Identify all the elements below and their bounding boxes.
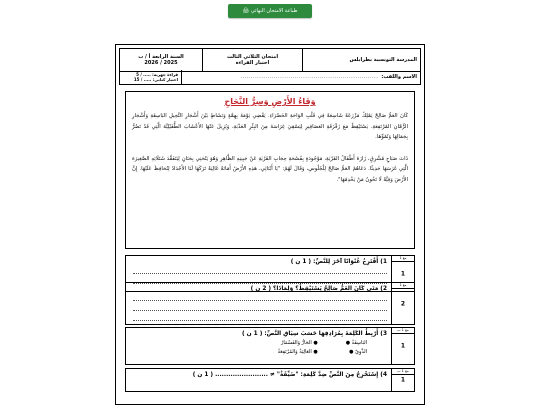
class-year [120,49,202,71]
question-text: 3) أَرْبِطُ الكَلِمَةَ بِمُرَادِفِهَا حَسَبَ سِيَاقِ النَّصِّ: ( 1 ن ) [241,331,387,337]
score-number: 2 [400,300,406,307]
student-bar [119,70,421,85]
student-name-label: الاسم واللقب: [381,74,417,80]
exam-title [202,49,302,71]
question-2 [125,282,415,325]
score-number: 1 [400,376,406,384]
score-box [120,70,181,84]
criterion-label: مع 1 ب [392,369,414,375]
score-written: اختبار كتابي: ..... / 15 [133,77,178,82]
match-synonym[interactable]: ● الحَارُّ وَالقَسْمَارُ [280,340,318,346]
question-2-grade [391,283,414,324]
student-name-field[interactable] [181,70,420,84]
synonyms-column [278,340,318,358]
question-3 [125,327,415,365]
match-word[interactable]: البَاسِقَةُ ● [345,340,367,346]
answer-line[interactable] [133,302,387,311]
words-column [346,340,367,358]
question-text: 4) إِسْتَخْرِجُ مِنَ النَّصِّ ضِدَّ كَلِمَةِ: "ضَيِّقَةٌ" ≠ ........................ ( 1 ن ) [192,372,387,378]
criterion-label: مع 1 ب [392,328,414,334]
exam-title-line2: اختبار القراءة [235,60,270,66]
answer-line[interactable] [133,312,387,321]
text-title: وَفَاءُ الأَرْضِ وَسِرُّ النَّجَاحِ [224,97,316,106]
exam-header [119,48,421,72]
question-text: 2) مَتَى كَانَ العَمُّ صَالِحٌ يَسْتَيْقِظُ؟ وَلِمَاذَا؟ ( 2 ن ) [250,286,387,292]
text-paragraph-1: كَانَ العَمُّ صَالِحٌ يَمْلِكُ مَزْرَعَةً شَاسِعَةً فِي قَلْبِ الوَاحَةِ الخَضْرَاءِ. يَقْضِي يَوْمَهُ بِهِمَّةٍ وَنَشَاطٍ بَيْنَ أَشْجَارِ النَّخِيلِ البَاسِقَةِ وَأَشْجَارِ الرُّمَّانِ المُرْتَفِعَةِ. يَسْتَيْقِظُ مَعَ زَقْزَقَةِ العَصَافِيرِ لِيَسْقِيَ غِرَاسَهُ مِنَ البِئْرِ العَذْبَةِ، وَيُزِيلَ عَنْهَا الأَعْشَابَ الطُّفَيْلِيَّةَ الَّتِي قَدْ تَضُرُّ بِجَمَالِهَا وَنُمُوِّهَا. [132,113,408,140]
question-text: 1) أَقْتَرِحُ عُنْوَانًا آخَرَ لِلنَّصِّ: ( 1 ن ) [290,259,387,265]
printer-icon: 🖨 [242,8,249,14]
exam-page [115,44,425,405]
criterion-label: مع 1 [392,283,414,289]
student-name-dots: .................................................................. [240,74,379,80]
criterion-label: مع 1 [392,256,414,262]
score-number: 1 [400,342,406,350]
score-number: 1 [400,270,406,277]
print-button-label: طباعة الامتحان النهائي [250,8,298,14]
reading-text [125,91,415,249]
class-name: السنة الرابعة أ / ب [138,54,184,60]
school-name: المدرسة التونسية بطرابلس [302,49,420,71]
matching-options [131,340,367,358]
score-reading: قراءة جهرية: ..... / 5 [136,72,178,77]
match-word[interactable]: الذَّوِيّ ● [349,349,367,355]
question-3-grade [391,328,414,364]
school-year: 2025 / 2026 [144,60,178,66]
question-4-grade [391,369,414,391]
question-4 [125,368,415,392]
answer-line[interactable] [133,265,387,274]
print-exam-button[interactable] [228,4,312,18]
text-paragraph-2: ذَاتَ صَبَاحٍ مُشْرِقٍ، زَارَهُ أَطْفَالُ القَرْيَةِ، مَوْجُودَةٍ بِفُسْحَةِ حِجَابِ القَرْيَةِ عَنْ جَبِينِهِ الظَّاهِرِ وَهُوَ يَنْحَنِي بِحَنَانٍ لِيَتَفَقَّدَ شَتَلَاتِهِ الصَّغِيرَةَ الَّتِي غَرَسَهَا حَدِيثًا. دَعَاهُمُ العَمُّ صَالِحٌ لِلْجُلُوسِ، وَقَالَ لَهُمْ: "يَا أَبْنَائِي، هَذِهِ الأَرْضُ أَمَانَةٌ غَالِيَةٌ تَرَكَهَا لَنَا الأَجْدَادُ لِنُحَافِظَ عَلَيْهَا. إِنَّ الأَرْضَ وَفِيَّةٌ لَا تَخُونُ مَنْ يَخْدِمُهَا". [132,155,408,183]
exam-title-line1: امتحان الثلاثي الثالث [226,54,279,60]
answer-line[interactable] [133,292,387,301]
match-synonym[interactable]: ● العَالِيَةُ وَالمُرْتَفِعَةُ [277,349,318,355]
